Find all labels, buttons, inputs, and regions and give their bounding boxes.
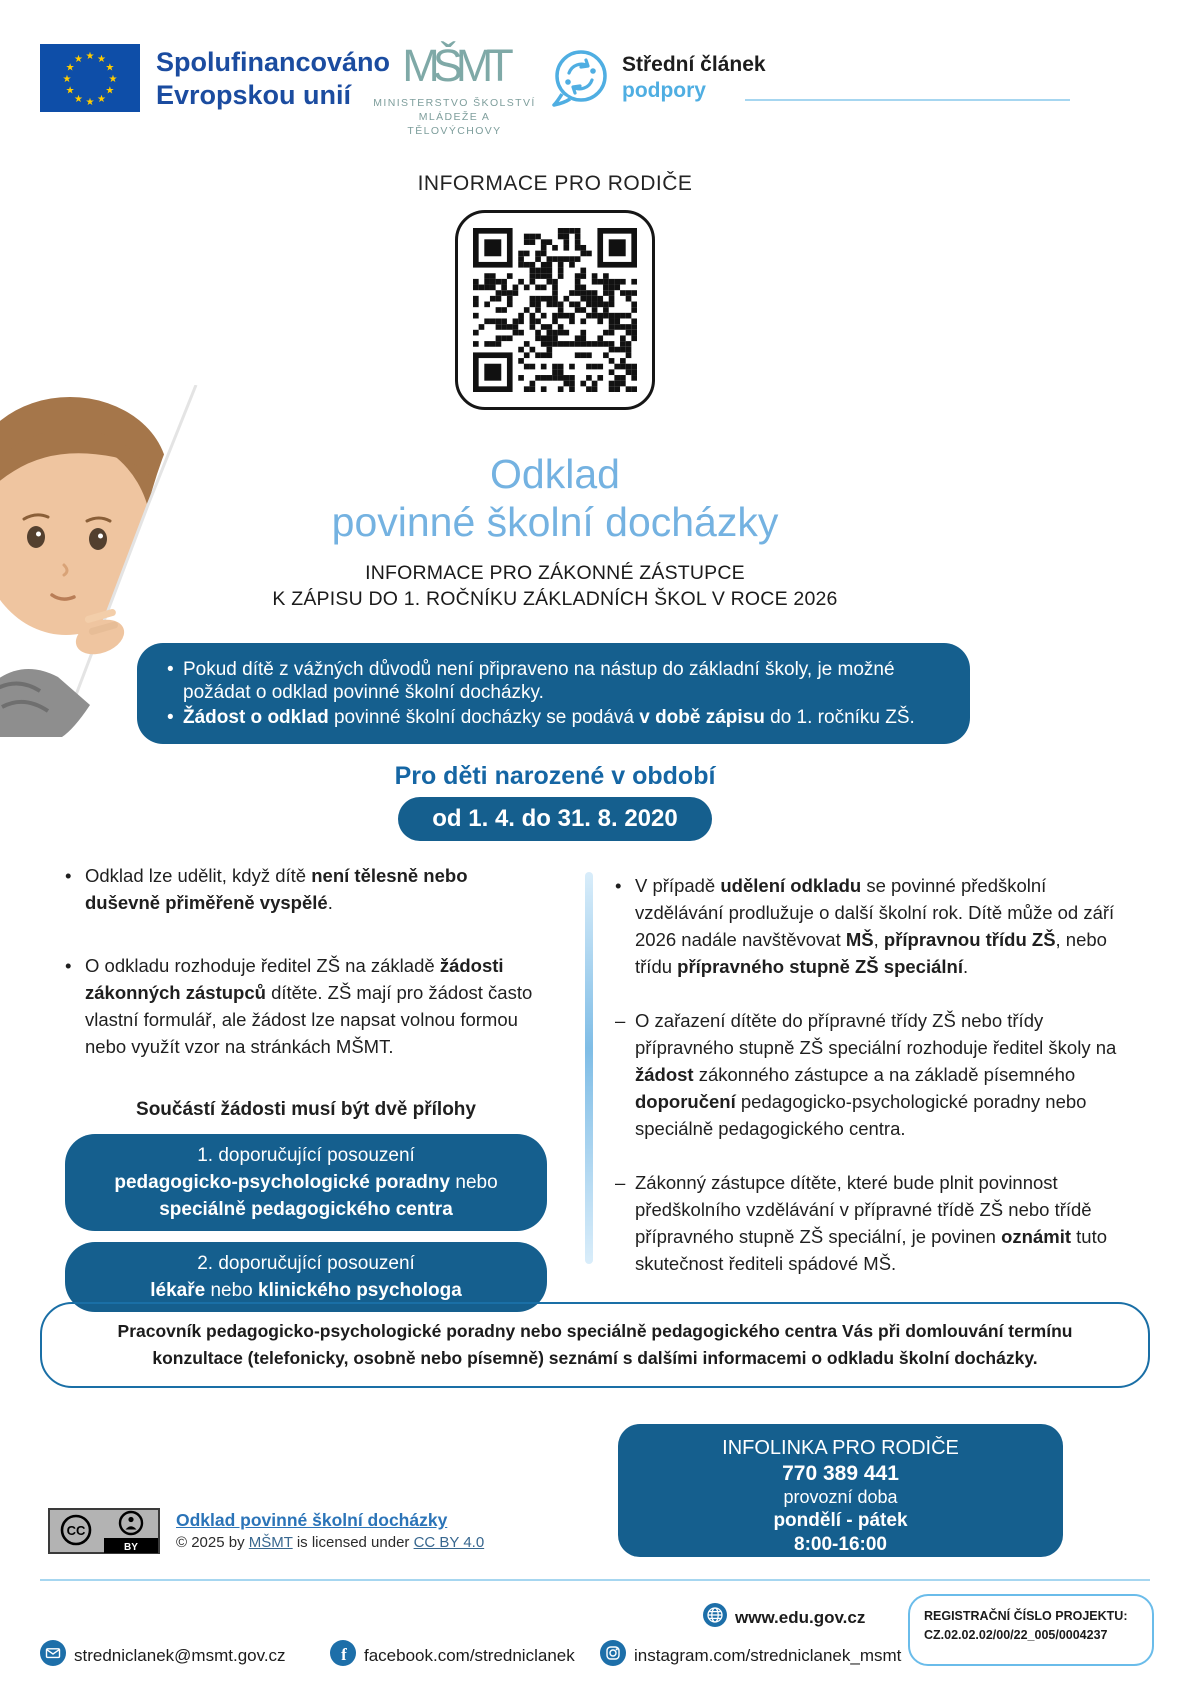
svg-text:★: ★ [74,93,83,105]
license-line[interactable]: © 2025 by MŠMT is licensed under CC BY 4.0 [176,1534,485,1551]
email-link[interactable]: stredniclanek@msmt.gov.cz [40,1640,286,1671]
facebook-link[interactable]: f facebook.com/stredniclanek [330,1640,575,1671]
infoline-title: INFOLINKA PRO RODIČE [722,1437,959,1459]
intro-bullet: • Pokud dítě z vážných důvodů není připraveno na nástup do základní školy, je možné požádat o odklad povinné školní docházky. [167,658,944,704]
mail-icon [40,1640,66,1671]
intro-bullet: • Žádost o odklad povinné školní docházky se podává v době zápisu do 1. ročníku ZŠ. [167,706,944,729]
svg-text:★: ★ [65,62,75,74]
left-bullet: • O odkladu rozhoduje ředitel ZŠ na základě žádosti zákonných zástupců dítěte. ZŠ mají pro žádost často vlastní formulář, ale žádost lze napsat volnou formou nebo využít vzor na stránkách MŠMT. [65,952,547,1060]
stredni-clanek-bubble-icon [548,46,612,115]
stredni-clanek-label: Střední článek podpory [622,53,766,102]
accent-bar [585,872,593,1264]
intro-box [137,643,970,744]
attachment-pill-1: 1. doporučující posouzení pedagogicko-psychologické poradny nebo speciálně pedagogického centra [65,1134,547,1231]
eu-flag-icon [40,44,140,117]
msmt-logo [372,40,537,138]
msmt-monogram: MŠMT [402,40,507,91]
svg-text:★: ★ [74,54,83,66]
infoline-time: 8:00-16:00 [794,1534,887,1555]
footer-divider-line [40,1579,1150,1581]
notice-text: Pracovník pedagogicko-psychologické poradny nebo speciálně pedagogického centra Vás při domlouvání termínu konzultace (telefonicky, osobně nebo písemně) seznámí s dalšími informacemi o odkladu školní docházky. [117,1321,1073,1368]
svg-text:BY: BY [124,1542,138,1553]
page-subtitle: INFORMACE PRO ZÁKONNÉ ZÁSTUPCE K ZÁPISU DO 1. ROČNÍKU ZÁKLADNÍCH ŠKOL V ROCE 2026 [272,562,838,610]
attachment-pill-2: 2. doporučující posouzení lékaře nebo klinického psychologa [65,1242,547,1312]
svg-text:★: ★ [105,85,115,97]
svg-text:★: ★ [108,74,118,85]
svg-text:f: f [341,1645,347,1664]
header-divider-line [745,99,1070,101]
infoline-box [618,1424,1063,1557]
registration-number-box: REGISTRAČNÍ ČÍSLO PROJEKTU: CZ.02.02.02/00/22_005/0004237 [908,1594,1154,1666]
left-bullet: • Odklad lze udělit, když dítě není tělesně nebo duševně přiměřeně vyspělé. [65,862,547,916]
infoline-phone: 770 389 441 [782,1462,899,1485]
svg-text:★: ★ [105,62,115,74]
left-column [65,862,547,1312]
qr-code [473,228,637,397]
facebook-icon [330,1640,356,1671]
svg-text:★: ★ [85,97,95,108]
msmt-caption: MINISTERSTVO ŠKOLSTVÍ MLÁDEŽE A TĚLOVÝCHOVY [373,97,536,137]
cc-by-badge [48,1508,160,1559]
svg-text:★: ★ [97,93,106,105]
license-block [176,1508,484,1554]
info-for-parents-label: INFORMACE PRO RODIČE [417,172,693,195]
period-heading: Pro děti narozené v období [394,762,716,790]
globe-icon [703,1603,727,1632]
svg-text:★: ★ [62,74,72,85]
period-pill: od 1. 4. do 31. 8. 2020 [398,797,711,841]
right-bullet: • V případě udělení odkladu se povinné předškolní vzdělávání prodlužuje o další školní rok. Dítě může od září 2026 nadále navštěvovat MŠ, přípravnou třídu ZŠ, nebo třídu přípravného stupně ZŠ speciální. [615,872,1131,980]
svg-text:CC: CC [66,1523,86,1538]
license-title-link[interactable]: Odklad povinné školní docházky [176,1510,448,1530]
instagram-link[interactable]: instagram.com/stredniclanek_msmt [600,1640,901,1671]
right-dash-item: – O zařazení dítěte do přípravné třídy ZŠ nebo třídy přípravného stupně ZŠ speciální rozhoduje ředitel školy na žádost zákonného zástupce a na základě písemného doporučení pedagogicko-psychologické poradny nebo speciálně pedagogického centra. [615,1007,1131,1142]
notice-box [40,1302,1150,1388]
svg-text:★: ★ [85,51,95,62]
right-dash-item: – Zákonný zástupce dítěte, které bude plnit povinnost předškolního vzdělávání v přípravné třídě ZŠ nebo třídě přípravného stupně ZŠ speciální, je povinen oznámit tuto skutečnost řediteli spádové MŠ. [615,1169,1131,1277]
svg-text:★: ★ [65,85,75,97]
qr-frame [455,210,655,410]
eu-cofinance-label: Spolufinancováno Evropskou unií [156,47,391,110]
attachments-heading: Součástí žádosti musí být dvě přílohy [136,1099,476,1120]
infoline-days: pondělí - pátek [773,1510,908,1531]
svg-text:★: ★ [97,54,106,66]
instagram-icon [600,1640,626,1671]
infoline-hours-label: provozní doba [783,1487,898,1507]
right-column [585,862,1131,1277]
website-link[interactable]: www.edu.gov.cz [703,1603,865,1632]
page-title: Odklad povinné školní docházky [331,451,779,545]
